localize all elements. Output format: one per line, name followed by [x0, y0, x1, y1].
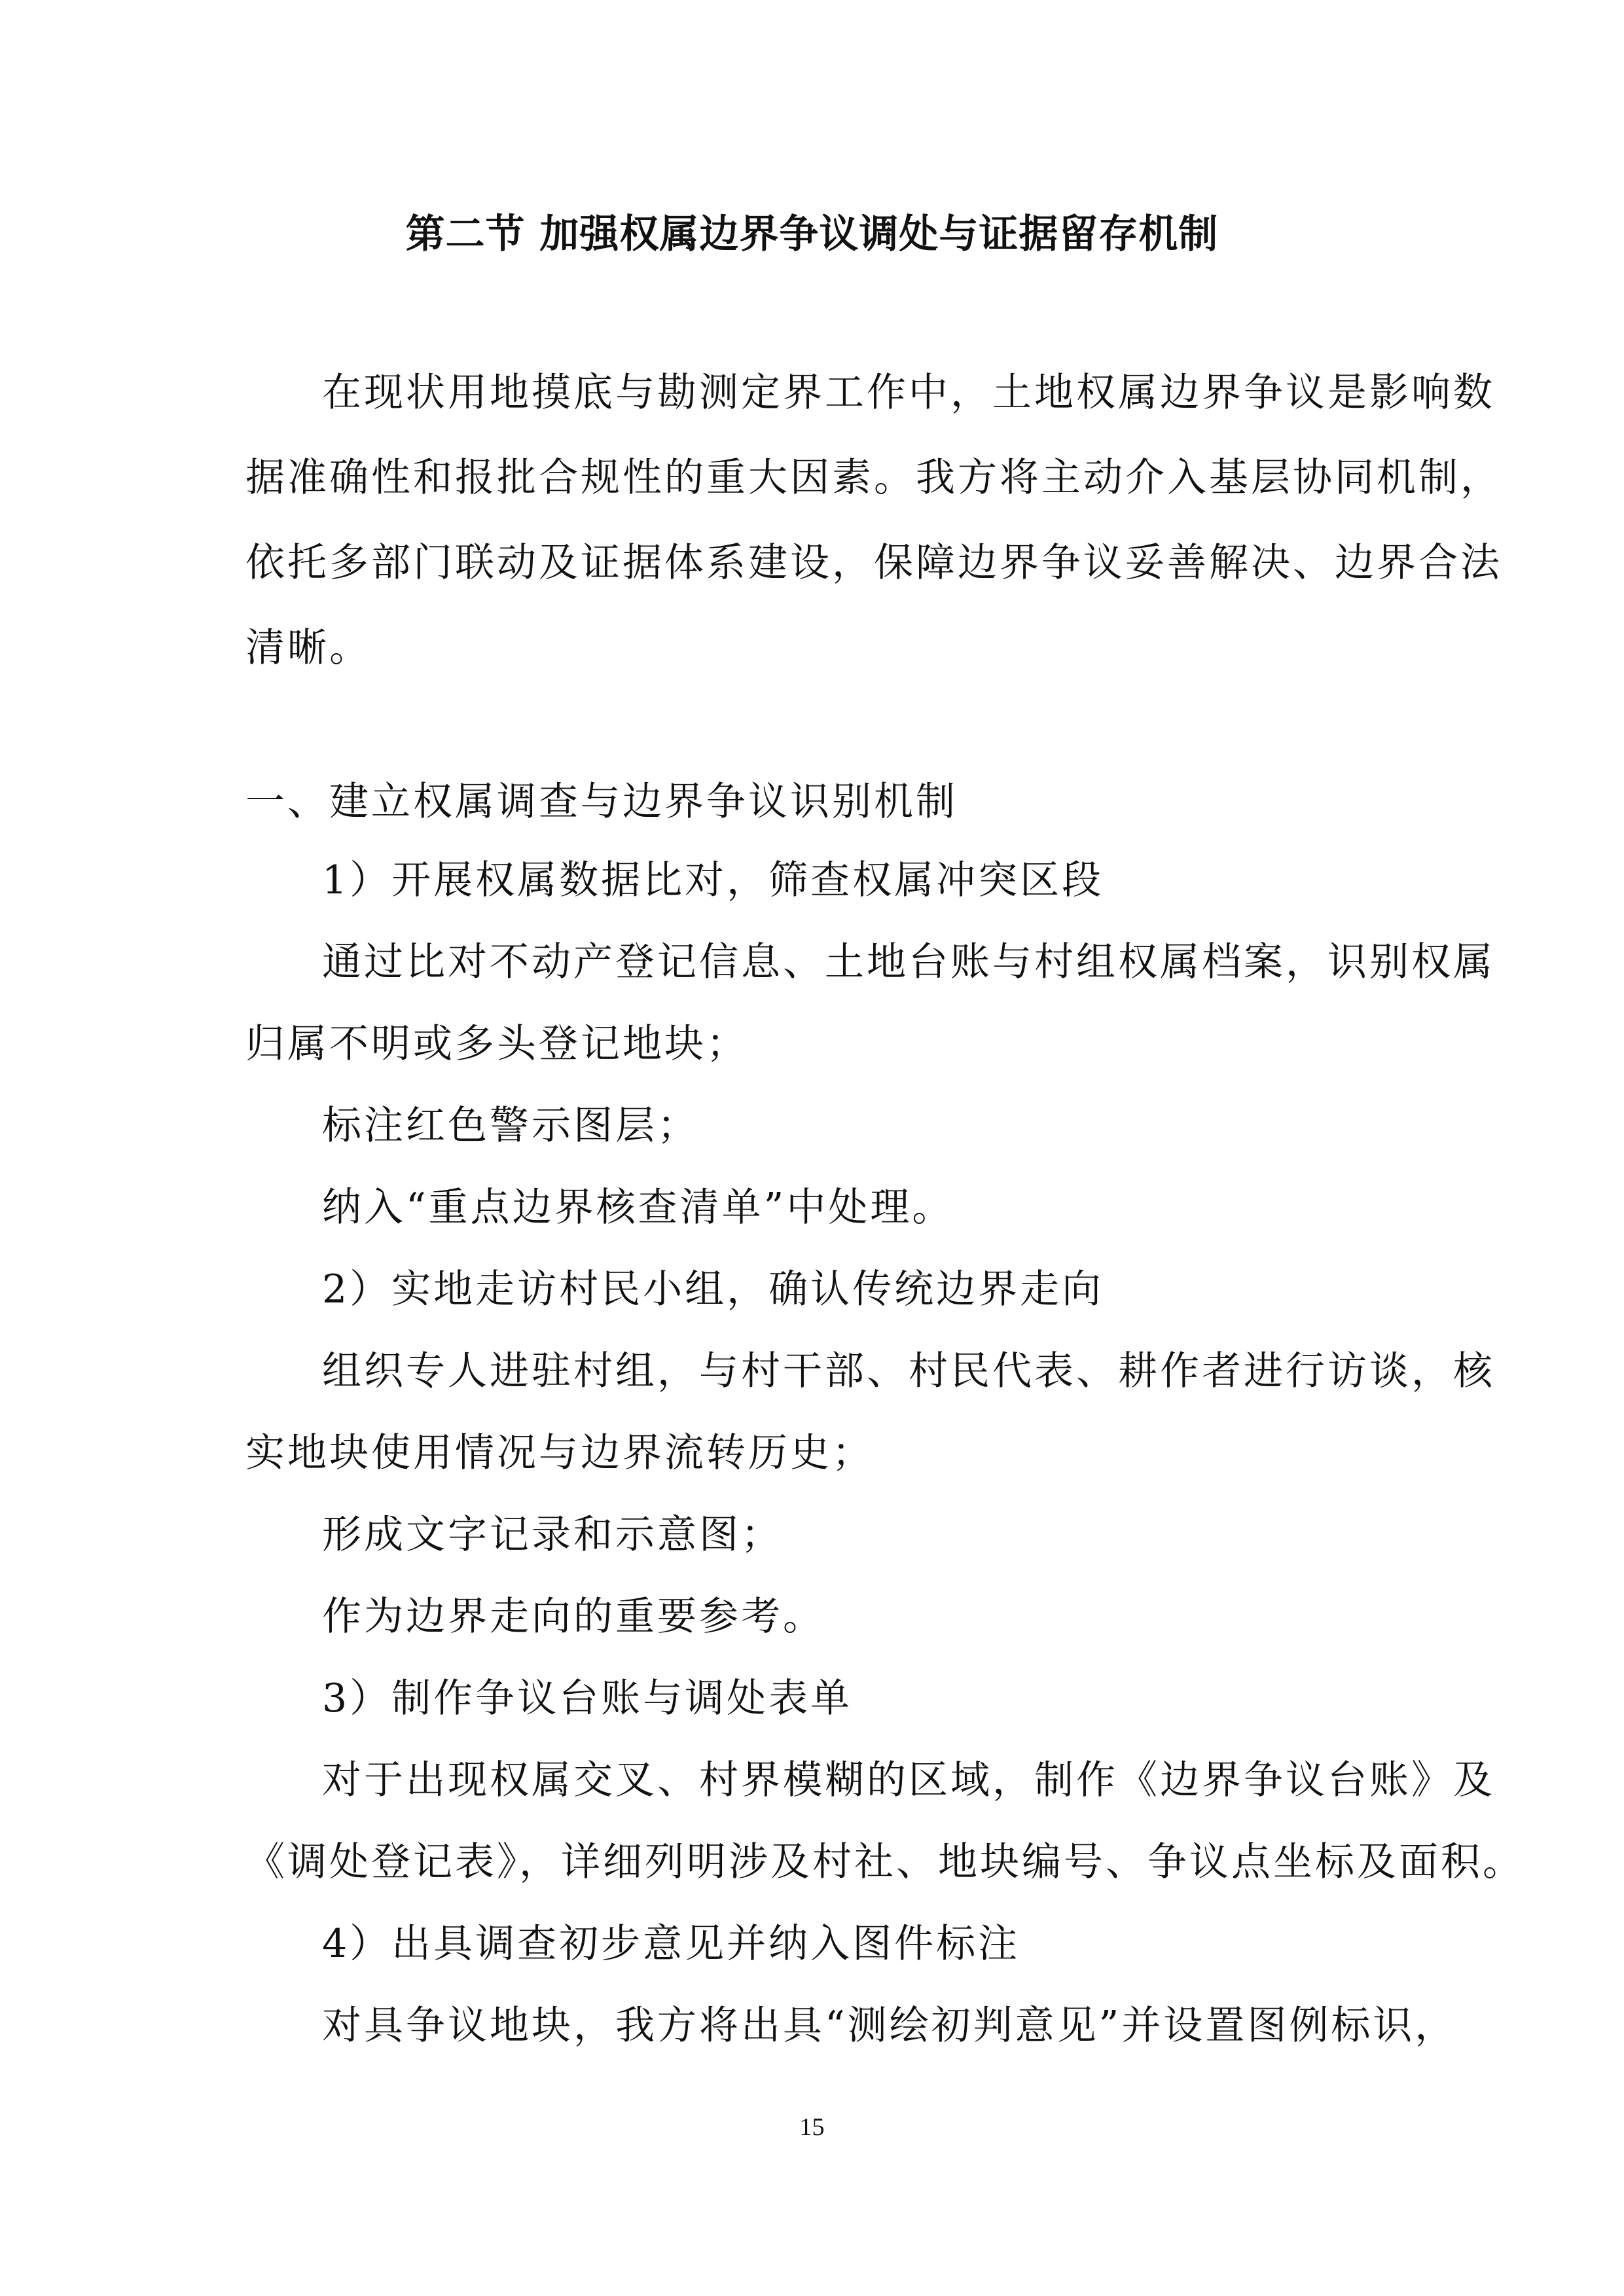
item-4-line-1: 对具争议地块，我方将出具“测绘初判意见”并设置图例标识，: [322, 2003, 1457, 2049]
item-3-title: 3）制作争议台账与调处表单: [322, 1676, 853, 1721]
item-1-line-2: 归属不明或多头登记地块；: [245, 1021, 748, 1067]
intro-line-1: 在现状用地摸底与勘测定界工作中，土地权属边界争议是影响数: [322, 370, 1495, 416]
item-3-line-1: 对于出现权属交叉、村界模糊的区域，制作《边界争议台账》及: [322, 1757, 1495, 1803]
page-number: 15: [799, 2113, 825, 2141]
item-1-line-4: 纳入“重点边界核查清单”中处理。: [322, 1185, 954, 1230]
item-2-line-3: 形成文字记录和示意图；: [322, 1512, 783, 1558]
heading-1: 一、建立权属调查与边界争议识别机制: [245, 779, 958, 825]
item-2-title: 2）实地走访村民小组，确认传统边界走向: [322, 1266, 1104, 1312]
intro-line-2: 据准确性和报批合规性的重大因素。我方将主动介入基层协同机制，: [245, 455, 1502, 501]
intro-line-4: 清晰。: [245, 625, 371, 671]
item-2-line-4: 作为边界走向的重要参考。: [322, 1594, 825, 1640]
item-2-line-2: 实地块使用情况与边界流转历史；: [245, 1430, 874, 1476]
item-1-title: 1）开展权属数据比对，筛查权属冲突区段: [322, 857, 1104, 903]
item-3-line-2: 《调处登记表》，详细列明涉及村社、地块编号、争议点坐标及面积。: [245, 1839, 1525, 1885]
item-1-line-1: 通过比对不动产登记信息、土地台账与村组权属档案，识别权属: [322, 939, 1495, 985]
item-1-line-3: 标注红色警示图层；: [322, 1103, 699, 1149]
item-2-line-1: 组织专人进驻村组，与村干部、村民代表、耕作者进行访谈，核: [322, 1348, 1495, 1394]
section-title: 第二节 加强权属边界争议调处与证据留存机制: [405, 211, 1219, 257]
intro-line-3: 依托多部门联动及证据体系建设，保障边界争议妥善解决、边界合法: [245, 540, 1502, 586]
item-4-title: 4）出具调查初步意见并纳入图件标注: [322, 1921, 1020, 1967]
